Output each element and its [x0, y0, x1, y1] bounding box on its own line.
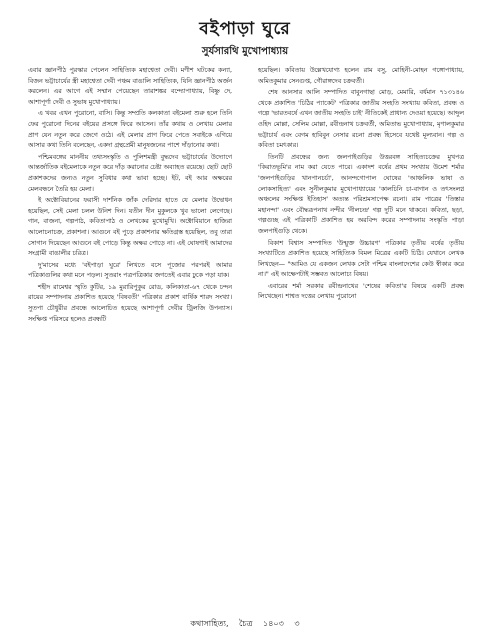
article-title: বইপাড়া ঘুরে	[199, 19, 291, 39]
right-column	[258, 66, 464, 600]
paragraph: হয়েছিল। কবিতায় উল্লেখযোগ্য হলেন রাম বসু, মোহিনী-মোহন গঙ্গোপাধ্যায়, অমিতকুমার সেনগুপ্ত, গৌরাঙ্গদেব চক্রবর্তী।	[258, 67, 464, 85]
paragraph: বিকাশ বিশ্বাস সম্পাদিত 'উন্মুক্ত উচ্চারণ' পত্রিকার তৃতীয় বর্ষের তৃতীয় সংখ্যাটিতে প্রকাশিত হয়েছে সাহিত্যিক বিমল মিত্রের একটি চিঠি। যেখানে লেখক লিখছেন— "আমিও যে একজন লেখক সেটা পশ্চিম বাংলাদেশের কেউ স্বীকার করে না।" এই আক্ষেপটাই সম্ভবত আলোচ্য বিষয়।	[258, 239, 464, 279]
paragraph: ই অক্টোবিয়ানের ফরাসী দার্শনিক জাঁক দেরিদার হাতে যে মেলার উদ্বোধন হয়েছিল, সেই মেলা চলল উনিশ দিন। যতীন দীন মুকুলকে খুব ভালো লেগেছে। গান, বাজনা, গল্পপাঠ, কবিতাপাঠ ও লেখকের মুখোমুখি। অক্টোবিয়ানে হাজিরা আলোচনাচক্র, প্রকাশনা। আগুনে বই পুড়ে প্রকাশনার ক্ষতিগ্রস্ত হয়েছিল, তবু তারা সোগান দিয়েছেন আগুনে বই পোড়ে কিন্তু অক্ষর পোড়ে না। এই ঘোষণাই আমাদের সংগ্রামী বাঙালীর চরিত্র।	[28, 197, 232, 258]
footer-year: ১৪০৩	[263, 619, 284, 628]
paragraph: এবারের শর্মা সরকার রবীন্দ্রনাথের 'শেষের কবিতা'র বিষয়ে একটি প্রবন্ধ লিখেছেন। শাশ্বত দত্তের লেখায় পুরোনো	[258, 282, 464, 301]
page-footer	[0, 618, 490, 631]
footer-month: চৈত্র	[239, 619, 253, 628]
paragraph: শহীদ রামেশ্বর স্মৃতি কুটির, ১৯ মুরারিপুকুর রোড, কলিকাতা-৬৭ থেকে চন্দন রায়ের সম্পাদনায় প্রকাশিত হয়েছে 'বিষবতী' পত্রিকার প্রকাশ বার্ষিক শারদ সংখ্যা। সুতপা চৌধুরীর প্রবন্ধে আলোচিত হয়েছে আশাপূর্ণা দেবীর ট্রিলজি উপন্যাস। সংক্ষিপ্ত পরিসরে হলেও প্রবন্ধটি	[28, 283, 232, 323]
paragraph: দু'মাসের মধ্যে 'বইপাড়া ঘুরে' লিখতে বসে পূজোর পরপরই আমার পত্রিকাগুলির কথা মনে পড়ল। সুতরাং পত্রপত্রিকার জগতেই এবার ঢুকে পড়া যাক।	[28, 261, 232, 280]
paragraph: এ খবর এখন পুরোনো, বাসি। কিন্তু সম্প্রতি কলকাতা বইমেলা শুরু হলে তিনি ফের পুরোনো দিনের বইয়ের প্রসঙ্গে ফিরে আসেন। তাঁর কথায় ও লেখায় মেলার প্রাণ যেন নতুন করে জেগে ওঠে। এই মেলার প্রাণ ফিরে পেতে সবাইকে এগিয়ে আসার কথা তিনি বলেছেন, একদা গ্রন্থপ্রেমী মানুষজনের পাশে দাঁড়ানোর কথা।	[28, 110, 232, 150]
footer-magazine: কথাসাহিত্য,	[190, 619, 229, 628]
paragraph: তিনটি প্রবন্ধের জন্য জলপাইগুড়ির উত্তরবঙ্গ সাহিত্যচক্রের মুখপত্র 'কিরাতভূমি'র নাম করা যেতে পারে। একাদশ বর্ষের প্রথম সংখ্যায় উমেশ শর্মার 'জলপাইগুড়ির খানপানচর্চা', আনন্দগোপাল ঘোষের 'আঞ্চলিক ভাষা ও লোকসাহিত্য' এবং সুনীলকুমার মুখোপাধ্যায়ের 'কালচিনি চা-বাগান ও তৎসংলগ্ন অঞ্চলের সংক্ষিপ্ত ইতিহাস' অত্যন্ত পরিশ্রমসাপেক্ষ রচনা। রাম পাত্রের 'তিস্তার মহানন্দা' এবং বৌদ্ধরূপনাথ নন্দীর 'নীলচন্দ্র' গল্প দুটি মনে থাকবে। কবিতা, ছড়া, গল্পগুচ্ছ এই পত্রিকাটি প্রকাশিত হয় অরবিন্দ করের সম্পাদনায় সংস্কৃতি পাড়া জলপাইগুড়ি থেকে।	[258, 153, 464, 235]
footer-page-number: ৩	[294, 619, 300, 628]
left-column	[28, 66, 232, 600]
paragraph: এবার জ্ঞানপীঠ পুরস্কার পেলেন সাহিত্যিক মহাশ্বেতা দেবী। মণীশ ঘটকের কন্যা, বিজন ভট্টাচার্যের স্ত্রী মহাশ্বেতা দেবী পঞ্চম বাঙালি সাহিত্যিক, যিনি জ্ঞানপীঠ অর্জন করলেন। এর আগে এই সম্মান পেয়েছেন তারাশঙ্কর বন্দ্যোপাধ্যায়, বিষ্ণু দে, আশাপূর্ণা দেবী ও সুভাষ মুখোপাধ্যায়।	[28, 67, 232, 106]
paragraph: পশ্চিমবঙ্গের মাননীয় তথ্যসংস্কৃতি ও পুলিশমন্ত্রী বুদ্ধদেব ভট্টাচার্যের উদ্যোগে আন্তর্জাতিক বইমেলাকে নতুন করে দাঁড় করানোর চেষ্টা অব্যাহত রয়েছে। ছোট ছোট প্রকাশকদের জন্যও নতুন সুবিধার কথা ভাবা হচ্ছে। ইট, বই আর অক্ষরের মেলবন্ধনে তৈরি হয় মেলা।	[28, 153, 232, 193]
paragraph: শেষ আনসার আলি সম্পাদিত বাবুনগাছা মোড়, মেমারি, বর্ধমান ৭১৩১৪৬ থেকে প্রকাশিত 'চিঠির প্যাকেট' পত্রিকার জাতীয় সংহতি সংখ্যায় কবিতা, প্রবন্ধ ও গল্পে 'ভারতবর্ষে এখন জাতীয় সংহতি চাই' নীতিকেই প্রাধান্য দেওয়া হয়েছে। আব্দুল ওহিদ মোল্লা, সেলিম মোল্লা, রবীন্দ্রনাথ চক্রবর্তী, অমিতাভ মুখোপাধ্যায়, মৃণালকুমার ভট্টাচার্য এবং বেগম হাবিবুন নেসার রচনা প্রবন্ধ হিসেবে যথেষ্ট মূল্যবান। গল্প ও কবিতা চমৎকার।	[258, 89, 464, 150]
article-author: সুর্যসারথি মুখোপাধ্যায়	[201, 46, 289, 57]
